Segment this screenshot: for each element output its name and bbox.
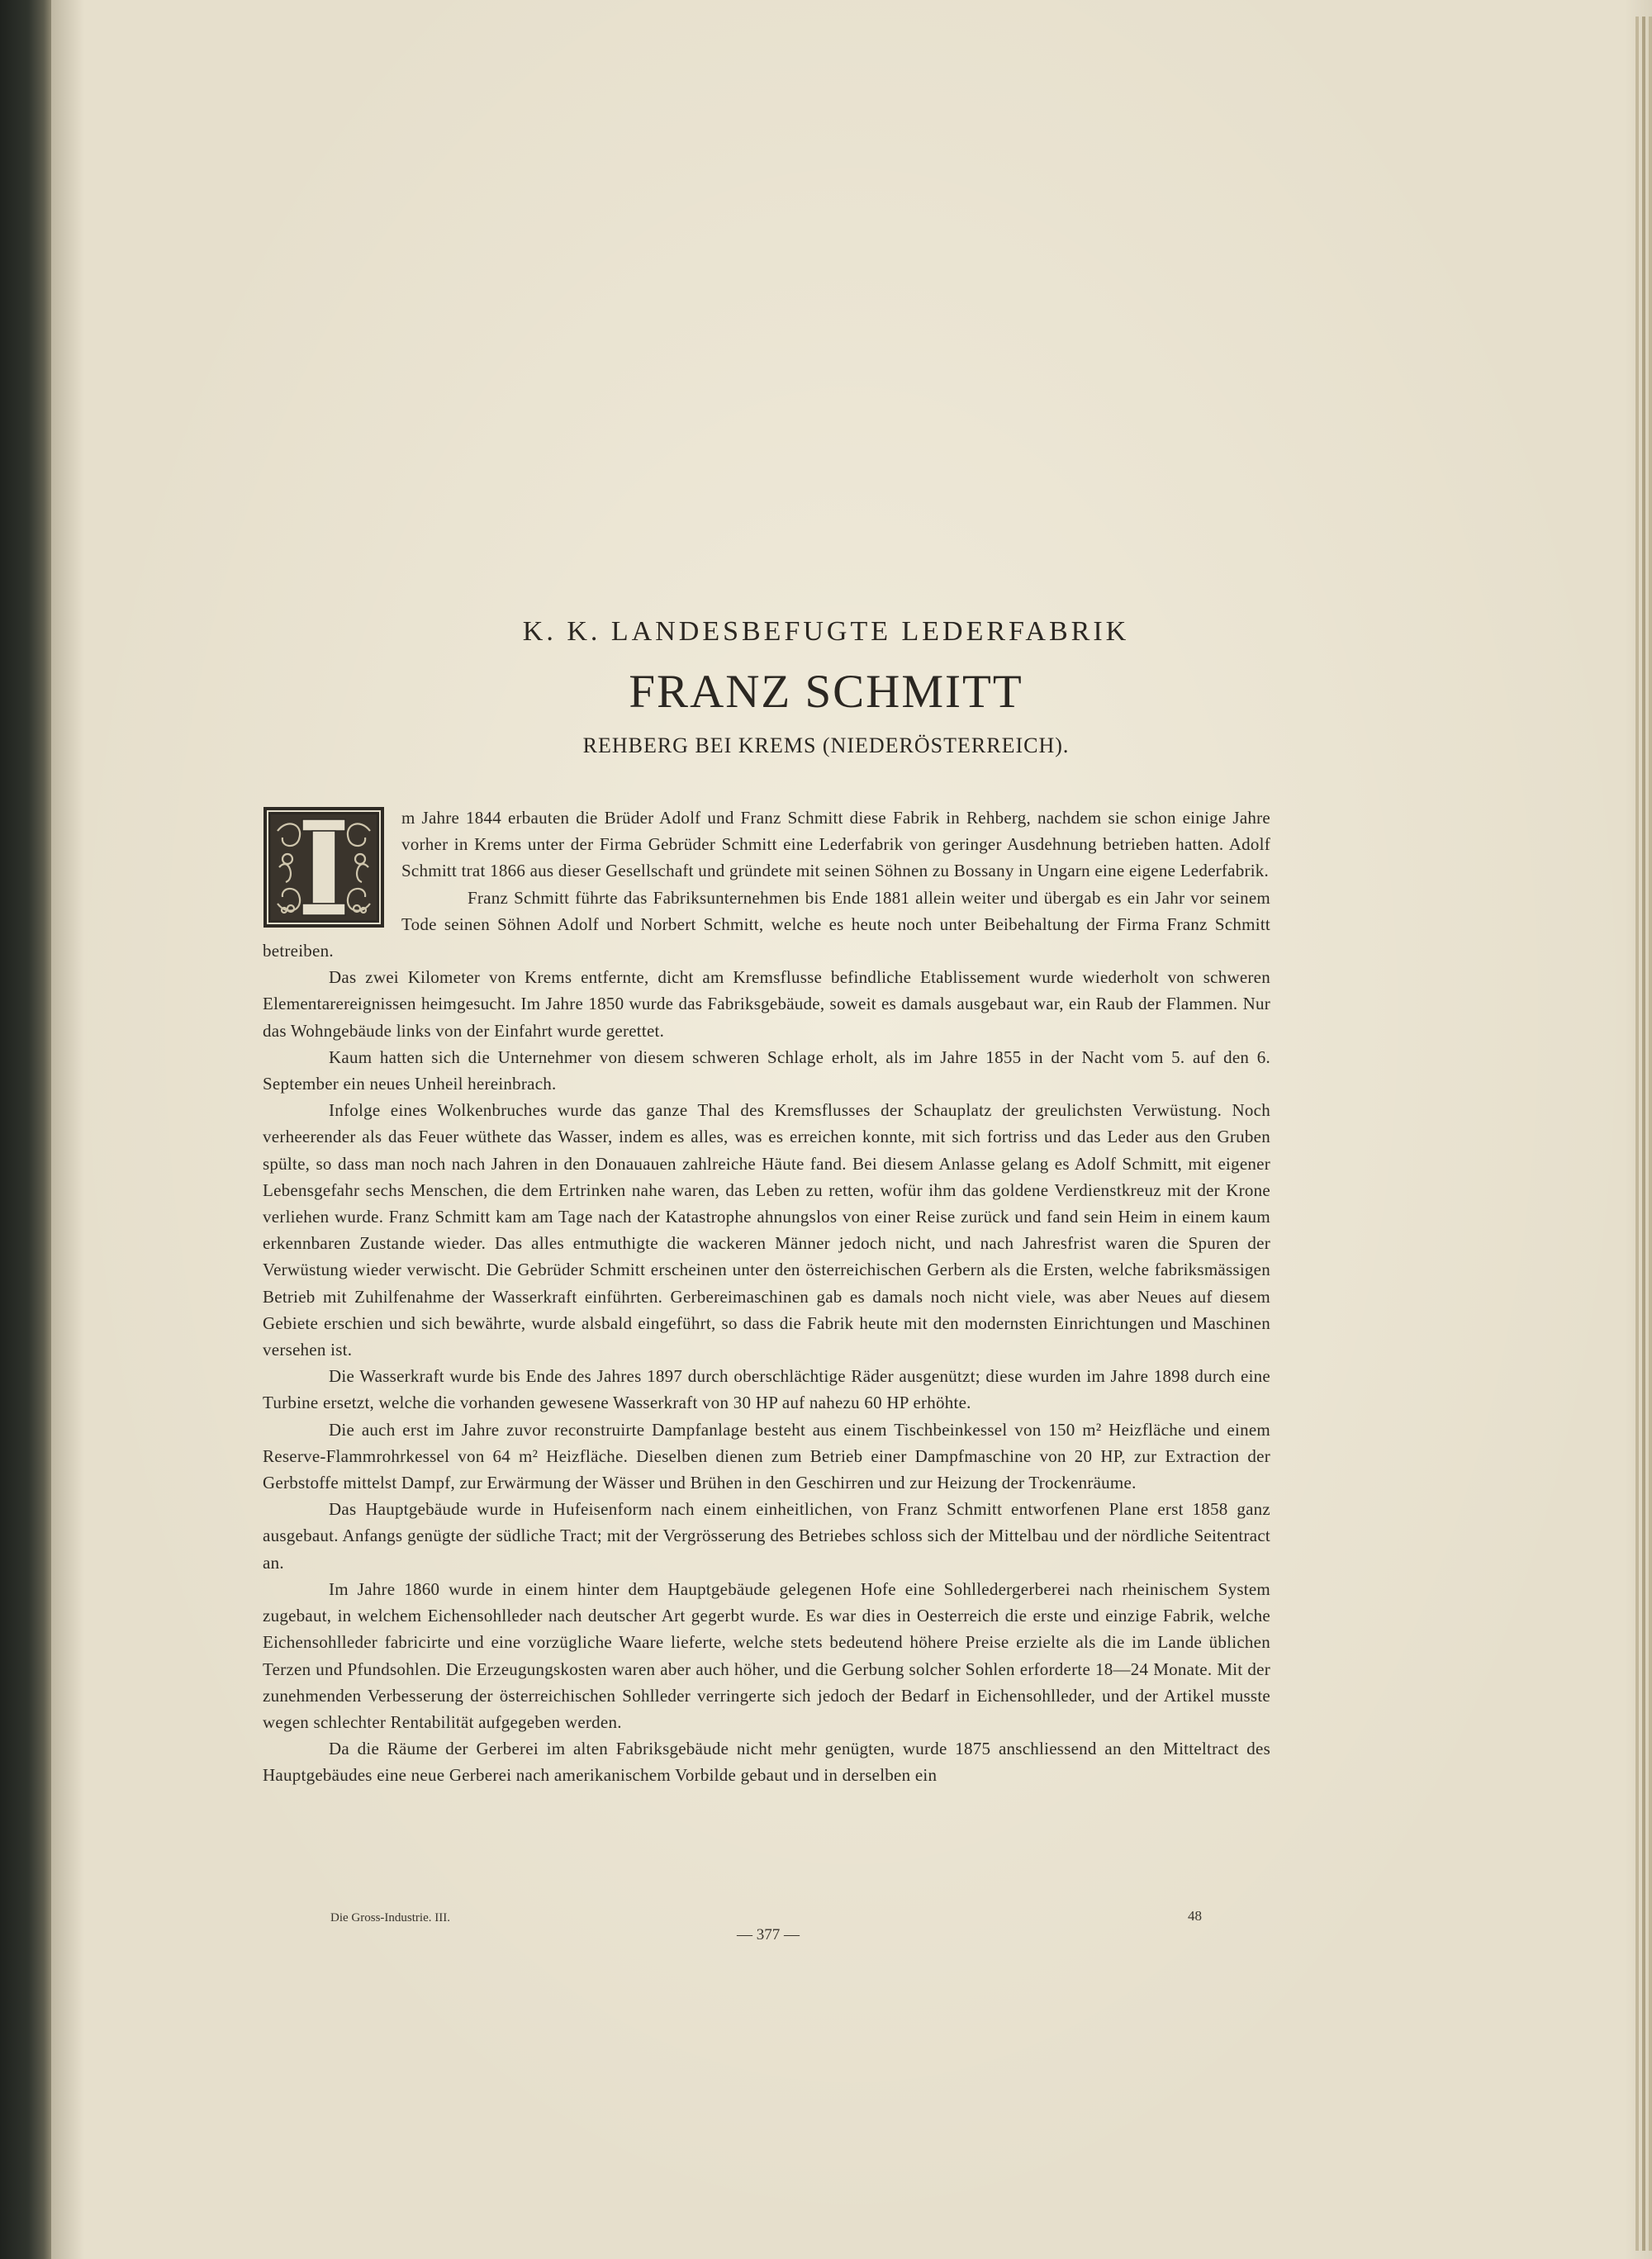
paragraph: Infolge eines Wolkenbruches wurde das ganze Thal des Kremsflusses der Schauplatz der greulichsten Verwüstung. Noch verheerender als das Feuer wüthete das Wasser, indem es alles, was es erreichen konnte, mit sich fortriss und das Leder aus den Gruben spülte, so dass man noch nach Jahren in den Donauauen zahlreiche Häute fand. Bei diesem Anlasse gelang es Adolf Schmitt, mit eigener Lebensgefahr sechs Menschen, die dem Ertrinken nahe waren, das Leben zu retten, wofür ihm das goldene Verdienstkreuz mit der Krone verliehen wurde. Franz Schmitt kam am Tage nach der Katastrophe ahnungslos von einer Reise zurück und fand sein Heim in einem kaum erkennbaren Zustande wieder. Das alles entmuthigte die wackeren Männer jedoch nicht, und nach Jahresfrist waren die Spuren der Verwüstung wieder verwischt. Die Gebrüder Schmitt erscheinen unter den österreichischen Gerbern als die Ersten, welche fabriksmässigen Betrieb mit Zuhilfenahme der Wasserkraft einführten. Gerbereimaschinen gab es damals noch nicht viele, was aber Neues auf diesem Gebiete erschien und sich bewährte, wurde alsbald eingeführt, so dass die Fabrik heute mit den modernsten Einrichtungen und Maschinen versehen ist. xyxy=(263,1100,1270,1360)
paragraph: Die auch erst im Jahre zuvor reconstruirte Dampfanlage besteht aus einem Tischbeinkessel von 150 m² Heizfläche und einem Reserve-Flammrohrkessel von 64 m² Heizfläche. Dieselben dienen zum Betrieb einer Dampfmaschine von 20 HP, zur Extraction der Gerbstoffe mittelst Dampf, zur Erwärmung der Wässer und Brühen in den Geschirren und zur Heizung der Trockenräume. xyxy=(263,1419,1270,1493)
paragraph: Das zwei Kilometer von Krems entfernte, dicht am Kremsflusse befindliche Etablissement wurde wiederholt von schweren Elementarereignissen heimgesucht. Im Jahre 1850 wurde das Fabriksgebäude, soweit es damals ausgebaut war, ein Raub der Flammen. Nur das Wohngebäude links von der Einfahrt wurde gerettet. xyxy=(263,967,1270,1041)
footer-signature-number: 48 xyxy=(1188,1908,1202,1924)
article-header xyxy=(0,615,1652,759)
dropcap-letter: I xyxy=(323,885,325,886)
paragraph: Kaum hatten sich die Unternehmer von diesem schweren Schlage erholt, als im Jahre 1855 in der Nacht vom 5. auf den 6. September ein neues Unheil hereinbrach. xyxy=(263,1046,1270,1094)
book-spine-edge xyxy=(0,0,51,2259)
paragraph xyxy=(263,804,1270,885)
page-title: FRANZ SCHMITT xyxy=(629,666,1023,718)
paragraph: Die Wasserkraft wurde bis Ende des Jahres 1897 durch oberschlächtige Räder ausgenützt; diese wurden im Jahre 1898 durch eine Turbine ersetzt, welche die vorhanden gewesene Wasserkraft von 30 HP auf nahezu 60 HP erhöhte. xyxy=(263,1366,1270,1413)
paragraph: Das Hauptgebäude wurde in Hufeisenform nach einem einheitlichen, von Franz Schmitt entworfenen Plane erst 1858 ganz ausgebaut. Anfangs genügte der südliche Tract; mit der Vergrösserung des Betriebes schloss sich der Mittelbau und der nördliche Seitentract an. xyxy=(263,1499,1270,1573)
header-kicker: K. K. LANDESBEFUGTE LEDERFABRIK xyxy=(522,616,1130,647)
ornamental-initial-icon xyxy=(263,806,385,928)
paragraph-text: m Jahre 1844 erbauten die Brüder Adolf und Franz Schmitt diese Fabrik in Rehberg, nachdem sie schon einige Jahre vorher in Krems unter der Firma Gebrüder Schmitt eine Lederfabrik von geringer Ausdehnung betrieben hatten. Adolf Schmitt trat 1866 aus dieser Gesellschaft und gründete mit seinen Söhnen zu Bossany in Ungarn eine eigene Lederfabrik. xyxy=(401,808,1270,881)
article-body xyxy=(263,804,1270,1789)
header-subtitle: REHBERG BEI KREMS (NIEDERÖSTERREICH). xyxy=(582,733,1070,757)
footer-series-title: Die Gross-Industrie. III. xyxy=(330,1911,450,1924)
paragraph: Im Jahre 1860 wurde in einem hinter dem Hauptgebäude gelegenen Hofe eine Sohlledergerberei nach rheinischem System zugebaut, in welchem Eichensohlleder nach deutscher Art gegerbt wurde. Es war dies in Oesterreich die erste und einzige Fabrik, welche Eichensohlleder fabricirte und eine vorzügliche Waare lieferte, welche stets bedeutend höhere Preise erzielte als die im Lande üblichen Terzen und Pfundsohlen. Die Erzeugungskosten waren aber auch höher, und die Gerbung solcher Sohlen erforderte 18—24 Monate. Mit der zunehmenden Verbesserung der österreichischen Sohlleder verringerte sich jedoch der Bedarf in Eichensohlleder, und der Artikel musste wegen schlechter Rentabilität aufgegeben werden. xyxy=(263,1578,1270,1732)
paragraph: Franz Schmitt führte das Fabriksunternehmen bis Ende 1881 allein weiter und übergab es ein Jahr vor seinem Tode seinen Söhnen Adolf und Norbert Schmitt, welche es heute noch unter Beibehaltung der Firma Franz Schmitt betreiben. xyxy=(263,887,1270,961)
page-stack-edge xyxy=(1635,17,1639,2251)
page-number: — 377 — xyxy=(737,1926,800,1943)
page-stack-edge xyxy=(1649,17,1652,2251)
page-stack-edge xyxy=(1642,17,1645,2251)
paragraph: Da die Räume der Gerberei im alten Fabriksgebäude nicht mehr genügten, wurde 1875 anschliessend an den Mitteltract des Hauptgebäudes eine neue Gerberei nach amerikanischem Vorbilde gebaut und in derselben ein xyxy=(263,1739,1270,1786)
